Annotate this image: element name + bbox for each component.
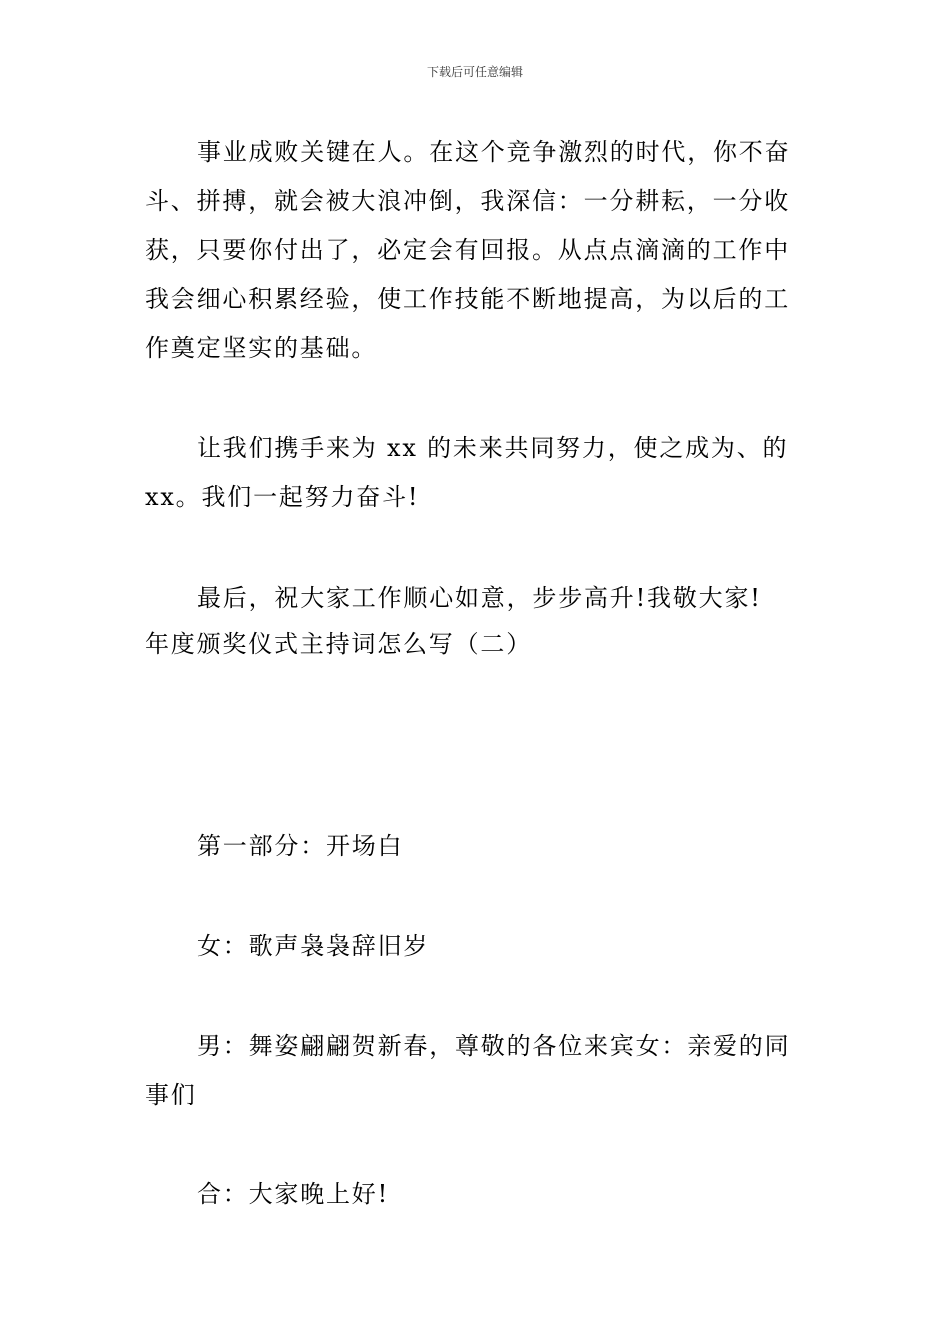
dialogue-line: 男：舞姿翩翩贺新春，尊敬的各位来宾女：亲爱的同: [197, 1032, 791, 1060]
part-heading: [145, 822, 807, 871]
paragraph-together: [145, 424, 807, 522]
part-heading-text: 第一部分：开场白: [197, 832, 404, 860]
paragraph-career: [145, 128, 807, 373]
section-title: [145, 620, 807, 669]
dialogue-line: 合：大家晚上好!: [197, 1180, 390, 1208]
paragraph-line: 斗、拼搏，就会被大浪冲倒，我深信：一分耕耘，一分收: [145, 187, 790, 215]
dialogue-line: 女：歌声袅袅辞旧岁: [197, 932, 430, 960]
dialogue-line: 事们: [145, 1081, 197, 1109]
dialogue-female: [145, 922, 807, 971]
paragraph-line: xx。我们一起努力奋斗!: [145, 483, 420, 511]
section-title-text: 年度颁奖仪式主持词怎么写（二）: [145, 630, 532, 658]
paragraph-line: 获，只要你付出了，必定会有回报。从点点滴滴的工作中: [145, 236, 790, 264]
paragraph-line: 作奠定坚实的基础。: [145, 334, 378, 362]
paragraph-line: 最后，祝大家工作顺心如意，步步高升!我敬大家!: [197, 584, 762, 612]
paragraph-line: 让我们携手来为 xx 的未来共同努力，使之成为、的: [197, 434, 789, 462]
dialogue-together: [145, 1170, 807, 1219]
paragraph-closing: [145, 574, 807, 623]
paragraph-line: 我会细心积累经验，使工作技能不断地提高，为以后的工: [145, 285, 790, 313]
paragraph-line: 事业成败关键在人。在这个竞争激烈的时代，你不奋: [197, 138, 791, 166]
dialogue-male: [145, 1022, 807, 1120]
page-header-note: 下载后可任意编辑: [426, 65, 523, 79]
